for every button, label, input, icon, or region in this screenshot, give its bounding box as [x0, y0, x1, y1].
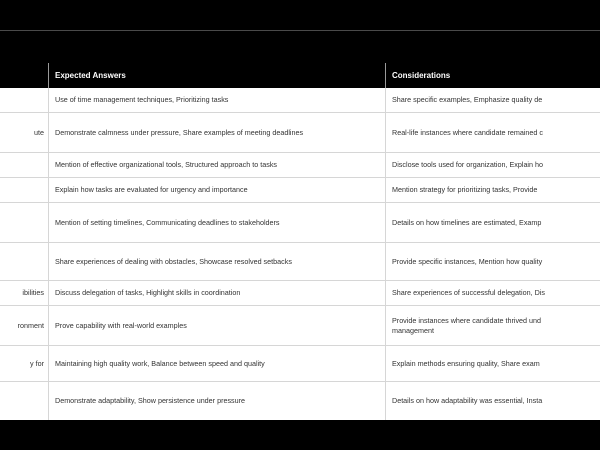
column-header-question: [0, 63, 48, 88]
question-cell: [0, 178, 48, 202]
question-cell: ute: [34, 127, 44, 137]
considerations-cell: Share specific examples, Emphasize quality de: [385, 88, 600, 112]
table-row: [0, 88, 600, 113]
question-cell: [0, 88, 48, 112]
considerations-cell: Share experiences of successful delegation, Dis: [385, 281, 600, 305]
considerations-cell: Explain methods ensuring quality, Share exam: [385, 346, 600, 381]
considerations-cell: Details on how timelines are estimated, Examp: [385, 203, 600, 242]
title-band: [0, 31, 600, 63]
considerations-cell: Mention strategy for prioritizing tasks, Provide: [385, 178, 600, 202]
expected-answers-cell: Mention of setting timelines, Communicating deadlines to stakeholders: [48, 203, 385, 242]
question-cell: [0, 243, 48, 280]
question-cell: ibilities: [22, 288, 44, 298]
table-row: [0, 346, 600, 382]
expected-answers-cell: Demonstrate calmness under pressure, Share examples of meeting deadlines: [48, 113, 385, 152]
expected-answers-cell: Share experiences of dealing with obstacles, Showcase resolved setbacks: [48, 243, 385, 280]
expected-answers-cell: Explain how tasks are evaluated for urgency and importance: [48, 178, 385, 202]
expected-answers-cell: Prove capability with real-world examples: [48, 306, 385, 345]
expected-answers-cell: Maintaining high quality work, Balance between speed and quality: [48, 346, 385, 381]
considerations-cell: Real-life instances where candidate remained c: [385, 113, 600, 152]
expected-answers-cell: Demonstrate adaptability, Show persistence under pressure: [48, 382, 385, 420]
table-row: [0, 153, 600, 178]
expected-answers-cell: Discuss delegation of tasks, Highlight skills in coordination: [48, 281, 385, 305]
question-cell: [0, 203, 48, 242]
bottom-band: [0, 420, 600, 450]
top-band: [0, 0, 600, 30]
question-cell: y for: [30, 358, 44, 368]
table-row: [0, 281, 600, 306]
table-body: [0, 88, 600, 420]
table-row: [0, 306, 600, 346]
expected-answers-cell: Mention of effective organizational tools, Structured approach to tasks: [48, 153, 385, 177]
expected-answers-cell: Use of time management techniques, Prioritizing tasks: [48, 88, 385, 112]
column-header-considerations: Considerations: [385, 63, 600, 88]
question-cell: [0, 382, 48, 420]
table-row: [0, 113, 600, 153]
considerations-cell: Details on how adaptability was essential, Insta: [385, 382, 600, 420]
table-row: [0, 243, 600, 281]
question-cell: [0, 153, 48, 177]
considerations-cell: Provide specific instances, Mention how quality: [385, 243, 600, 280]
table-row: [0, 178, 600, 203]
considerations-cell: Provide instances where candidate thrived und management: [385, 306, 600, 345]
table-header-row: [0, 63, 600, 89]
table-row: [0, 382, 600, 420]
considerations-cell: Disclose tools used for organization, Explain ho: [385, 153, 600, 177]
column-header-expected-answers: Expected Answers: [48, 63, 385, 88]
table-row: [0, 203, 600, 243]
question-cell: ronment: [17, 320, 44, 330]
